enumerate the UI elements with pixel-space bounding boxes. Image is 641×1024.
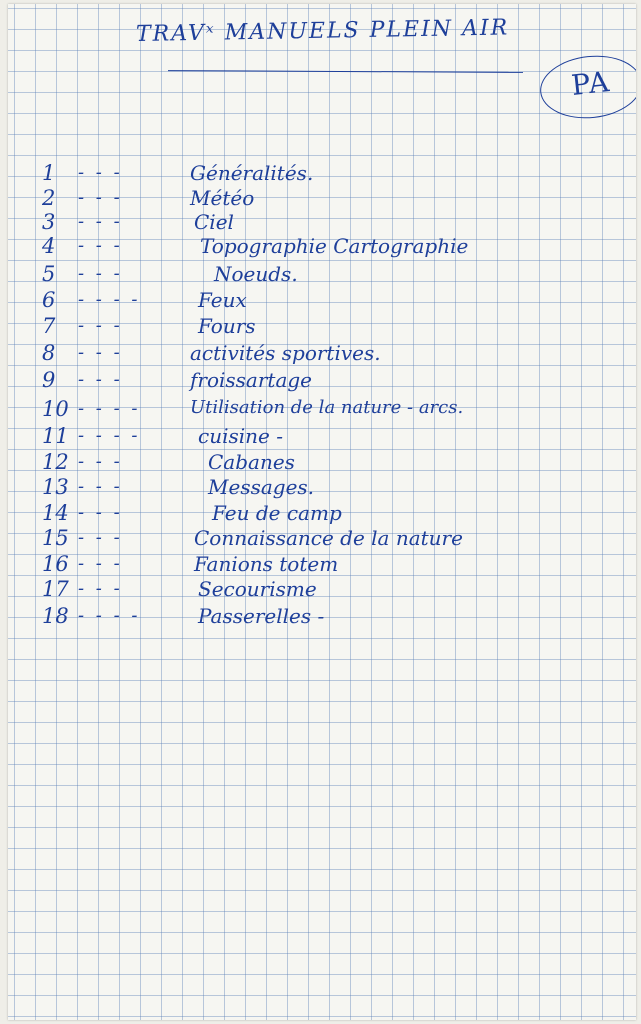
- list-item: [8, 475, 636, 501]
- item-label: Feux: [198, 288, 247, 312]
- item-number: 14: [42, 501, 69, 525]
- page-title: TRAVˣ MANUELS PLEIN AIR: [135, 15, 510, 47]
- list-item: [8, 577, 636, 603]
- list-item: [8, 161, 636, 187]
- list-item: [8, 604, 636, 630]
- item-dashes: - - -: [78, 527, 123, 548]
- item-number: 16: [42, 552, 69, 576]
- item-dashes: - - -: [78, 369, 123, 390]
- item-dashes: - - -: [78, 553, 123, 574]
- item-label: cuisine -: [198, 424, 283, 448]
- list-item: [8, 341, 636, 367]
- item-label: Généralités.: [190, 161, 314, 185]
- item-label: Passerelles -: [198, 604, 325, 628]
- item-dashes: - - -: [78, 476, 123, 497]
- notebook-page: [8, 4, 636, 1020]
- item-label: activités sportives.: [190, 341, 381, 365]
- item-dashes: - - -: [78, 342, 123, 363]
- item-number: 13: [42, 475, 69, 499]
- list-item: [8, 450, 636, 476]
- item-dashes: - - -: [78, 211, 123, 232]
- item-dashes: - - -: [78, 162, 123, 183]
- list-item: [8, 262, 636, 288]
- badge-label: PA: [569, 65, 612, 102]
- list-item: [8, 186, 636, 212]
- item-dashes: - - - -: [78, 289, 141, 310]
- item-label: Messages.: [208, 475, 315, 499]
- list-item: [8, 501, 636, 527]
- list-item: [8, 234, 636, 260]
- item-dashes: - - -: [78, 235, 123, 256]
- item-label: Feu de camp: [212, 501, 342, 525]
- item-dashes: - - -: [78, 578, 123, 599]
- item-label: Météo: [190, 186, 255, 210]
- list-item: [8, 288, 636, 314]
- item-number: 18: [42, 604, 69, 628]
- item-number: 3: [42, 210, 56, 234]
- item-label: Fours: [198, 314, 256, 338]
- item-label: Noeuds.: [214, 262, 298, 286]
- item-dashes: - - - -: [78, 425, 141, 446]
- list-item: [8, 368, 636, 394]
- item-dashes: - - - -: [78, 605, 141, 626]
- list-item: [8, 552, 636, 578]
- item-dashes: - - -: [78, 315, 123, 336]
- item-number: 17: [42, 577, 69, 601]
- item-number: 2: [42, 186, 56, 210]
- topic-list: [8, 4, 636, 1020]
- item-label: Secourisme: [198, 577, 317, 601]
- item-dashes: - - -: [78, 263, 123, 284]
- item-number: 1: [42, 161, 56, 185]
- item-number: 7: [42, 314, 56, 338]
- list-item: [8, 424, 636, 450]
- item-number: 10: [42, 397, 69, 421]
- item-label: Cabanes: [208, 450, 295, 474]
- list-item: [8, 397, 636, 423]
- item-dashes: - - -: [78, 502, 123, 523]
- item-number: 4: [42, 234, 56, 258]
- item-label: Utilisation de la nature - arcs.: [190, 397, 464, 418]
- item-number: 5: [42, 262, 56, 286]
- item-number: 11: [42, 424, 69, 448]
- list-item: [8, 314, 636, 340]
- item-number: 9: [42, 368, 56, 392]
- item-label: Ciel: [194, 210, 234, 234]
- item-number: 8: [42, 341, 56, 365]
- item-number: 15: [42, 526, 69, 550]
- item-number: 6: [42, 288, 56, 312]
- item-dashes: - - - -: [78, 398, 141, 419]
- item-label: froissartage: [190, 368, 313, 392]
- list-item: [8, 526, 636, 552]
- item-label: Fanions totem: [194, 552, 339, 576]
- item-dashes: - - -: [78, 451, 123, 472]
- item-label: Topographie Cartographie: [200, 234, 469, 258]
- item-number: 12: [42, 450, 69, 474]
- item-dashes: - - -: [78, 187, 123, 208]
- item-label: Connaissance de la nature: [194, 526, 463, 550]
- list-item: [8, 210, 636, 236]
